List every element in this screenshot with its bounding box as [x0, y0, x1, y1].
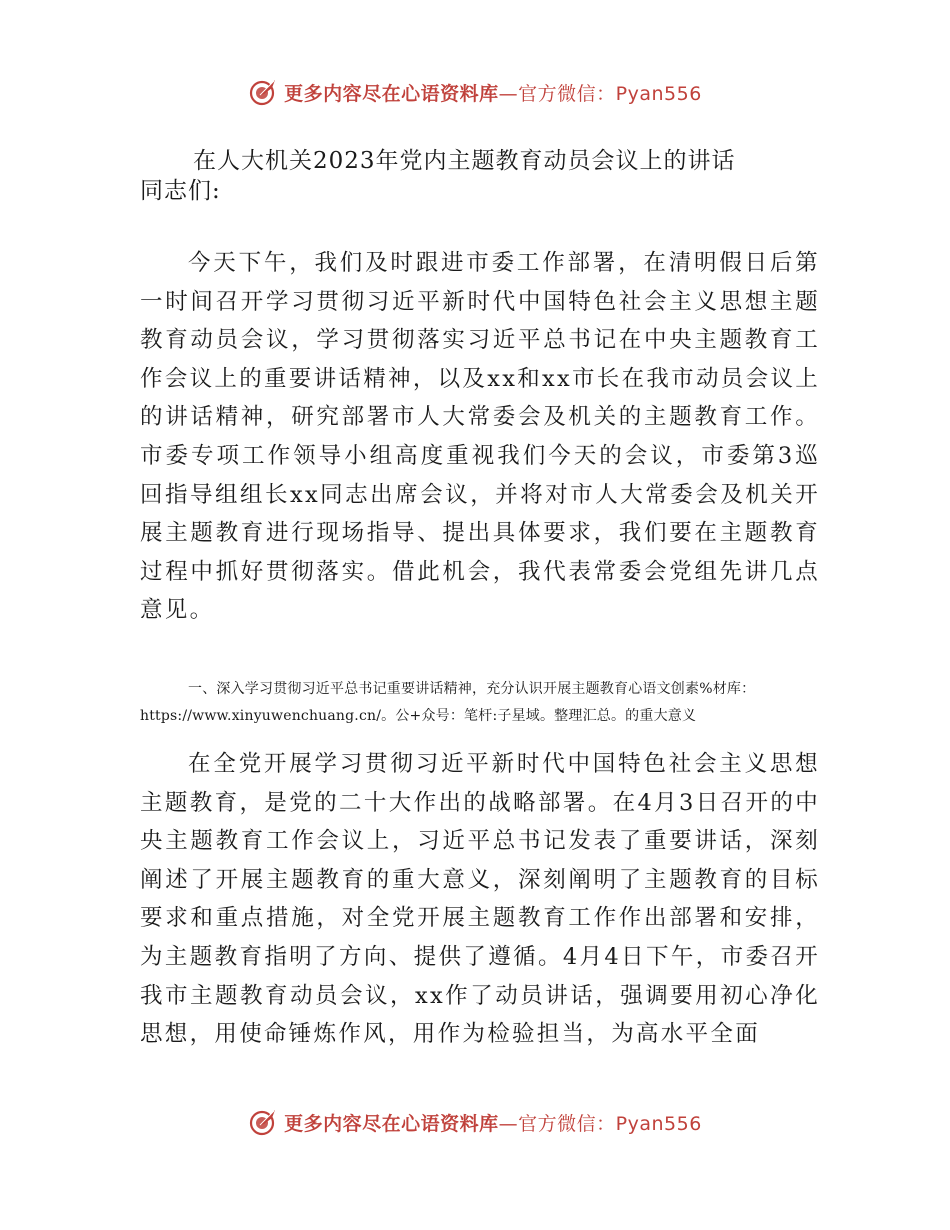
watermark-library-name: 更多内容尽在心语资料库: [284, 82, 499, 105]
salutation: 同志们:: [140, 178, 221, 204]
watermark-banner-bottom: [0, 1102, 950, 1142]
watermark-text: [284, 1109, 702, 1136]
body-paragraph-1: 今天下午，我们及时跟进市委工作部署，在清明假日后第一时间召开学习贯彻习近平新时代中国特色社会主义思想主题教育动员会议，学习贯彻落实习近平总书记在中央主题教育工作会议上的重要讲话精神，以及xx和xx市长在我市动员会议上的讲话精神，研究部署市人大常委会及机关的主题教育工作。市委专项工作领导小组高度重视我们今天的会议，市委第3巡回指导组组长xx同志出席会议，并将对市人大常委会及机关开展主题教育进行现场指导、提出具体要求，我们要在主题教育过程中抓好贯彻落实。借此机会，我代表常委会党组先讲几点意见。: [140, 250, 820, 624]
watermark-wechat: —官方微信：Pyan556: [498, 1112, 702, 1135]
quill-logo-icon: [248, 1107, 278, 1137]
watermark-banner-top: [0, 72, 950, 112]
watermark-wechat: —官方微信：Pyan556: [498, 82, 702, 105]
watermark-library-name: 更多内容尽在心语资料库: [284, 1112, 499, 1135]
document-title: 在人大机关2023年党内主题教育动员会议上的讲话: [193, 148, 736, 174]
body-paragraph-2: 在全党开展学习贯彻习近平新时代中国特色社会主义思想主题教育，是党的二十大作出的战略部署。在4月3日召开的中央主题教育工作会议上，习近平总书记发表了重要讲话，深刻阐述了开展主题教育的重大意义，深刻阐明了主题教育的目标要求和重点措施，对全党开展主题教育工作作出部署和安排，为主题教育指明了方向、提供了遵循。4月4日下午，市委召开我市主题教育动员会议，xx作了动员讲话，强调要用初心净化思想，用使命锤炼作风，用作为检验担当，为高水平全面: [140, 751, 820, 1048]
quill-logo-icon: [248, 77, 278, 107]
section-heading-1: 一、深入学习贯彻习近平总书记重要讲话精神，充分认识开展主题教育心语文创素%材库：https://www.xinyuwenchuang.cn/。公+众号：笔杆:子星域。整理汇总。的重大意义: [140, 681, 756, 724]
watermark-text: [284, 79, 702, 106]
